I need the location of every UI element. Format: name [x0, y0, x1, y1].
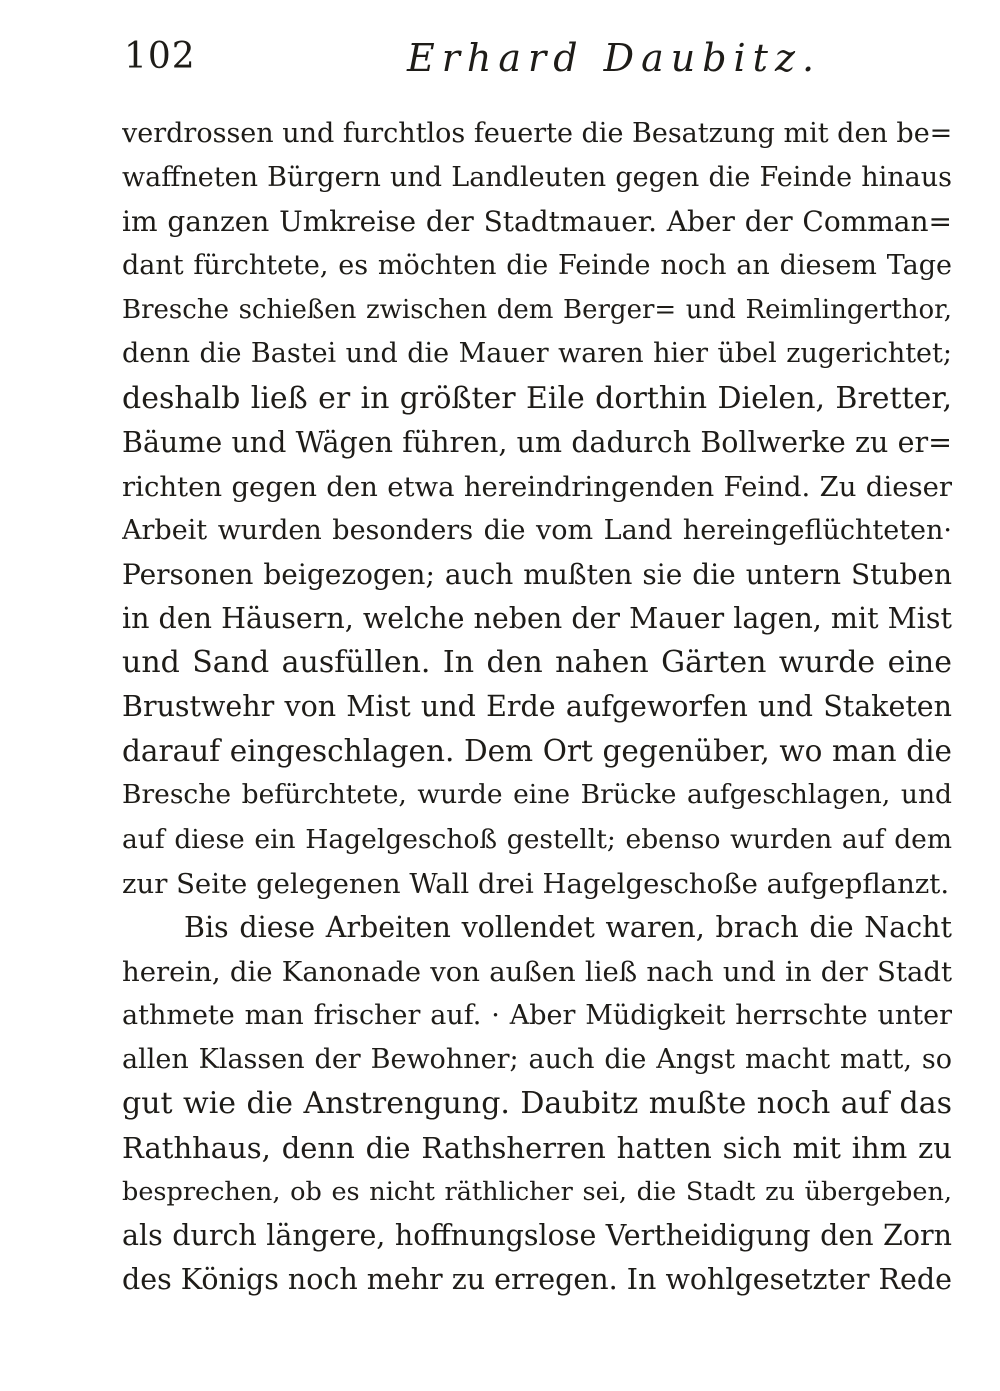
body-text — [122, 112, 952, 1303]
text-line: waffneten Bürgern und Landleuten gegen die Feinde hinaus — [122, 162, 952, 194]
text-line: gut wie die Anstrengung. Daubitz mußte noch auf das — [122, 1086, 952, 1122]
text-line: Bis diese Arbeiten vollendet waren, brach die Nacht — [184, 910, 952, 944]
text-line: darauf eingeschlagen. Dem Ort gegenüber, wo man die — [122, 734, 952, 769]
text-line: zur Seite gelegenen Wall drei Hagelgeschoße aufgepflanzt. — [122, 867, 950, 900]
text-line: Bäume und Wägen führen, um dadurch Bollwerke zu er= — [122, 425, 952, 459]
text-line: Rathhaus, denn die Rathsherren hatten sich mit ihm zu — [122, 1131, 952, 1166]
text-line: denn die Bastei und die Mauer waren hier übel zugerichtet; — [122, 338, 952, 370]
text-line: in den Häusern, welche neben der Mauer lagen, mit Mist — [122, 602, 952, 636]
text-line: Bresche schießen zwischen dem Berger= und Reimlingerthor, — [122, 295, 952, 326]
page-header — [124, 28, 954, 88]
text-line: athmete man frischer auf. · Aber Müdigkeit herrschte unter — [122, 999, 952, 1031]
page-number: 102 — [124, 36, 196, 77]
text-line: richten gegen den etwa hereindringenden Feind. Zu dieser — [122, 470, 952, 503]
text-line: dant fürchtete, es möchten die Feinde noch an diesem Tage — [122, 250, 952, 282]
text-line: auf diese ein Hagelgeschoß gestellt; ebenso wurden auf dem — [122, 823, 952, 855]
text-line: herein, die Kanonade von außen ließ nach und in der Stadt — [122, 955, 952, 988]
text-line: Brustwehr von Mist und Erde aufgeworfen und Staketen — [122, 690, 952, 724]
text-line: Arbeit wurden besonders die vom Land hereingeflüchteten· — [122, 514, 952, 546]
text-line: verdrossen und furchtlos feuerte die Besatzung mit den be= — [122, 118, 952, 149]
text-line: und Sand ausfüllen. In den nahen Gärten wurde eine — [122, 645, 952, 681]
text-line: des Königs noch mehr zu erregen. In wohlgesetzter Rede — [122, 1263, 952, 1297]
text-line: Personen beigezogen; auch mußten sie die untern Stuben — [122, 557, 952, 591]
text-line: deshalb ließ er in größter Eile dorthin Dielen, Bretter, — [122, 380, 952, 416]
text-line: Bresche befürchtete, wurde eine Brücke aufgeschlagen, und — [122, 779, 952, 811]
running-head: Erhard Daubitz. — [407, 36, 822, 80]
text-line: im ganzen Umkreise der Stadtmauer. Aber der Comman= — [122, 205, 952, 239]
text-line: allen Klassen der Bewohner; auch die Angst macht matt, so — [122, 1043, 952, 1075]
text-line: besprechen, ob es nicht räthlicher sei, die Stadt zu übergeben, — [122, 1177, 952, 1208]
text-line: als durch längere, hoffnungslose Vertheidigung den Zorn — [122, 1219, 952, 1253]
